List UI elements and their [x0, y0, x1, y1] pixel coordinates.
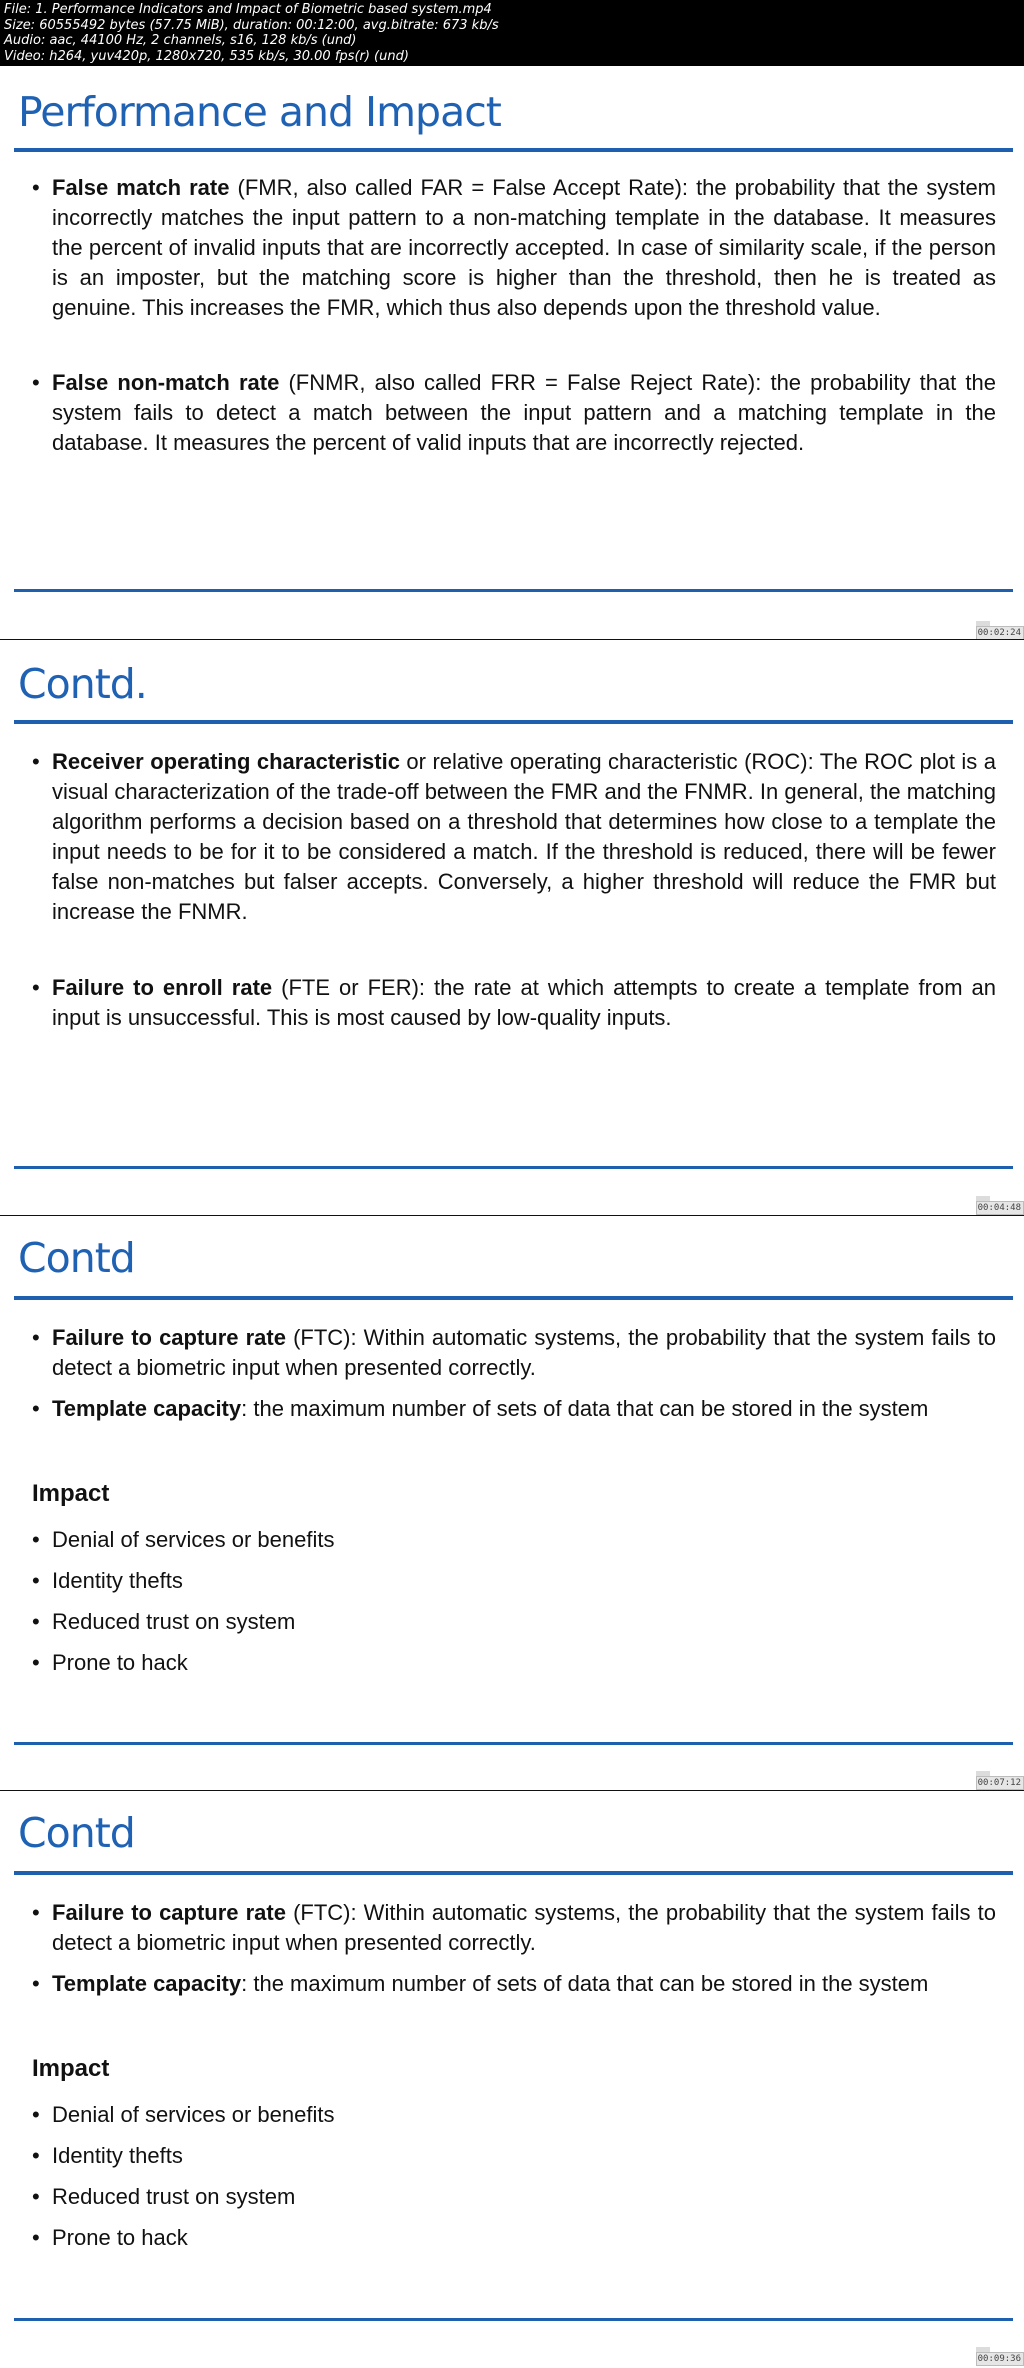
- file-info-line: Video: h264, yuv420p, 1280x720, 535 kb/s, 30.00 fps(r) (und): [4, 48, 409, 64]
- term-label: Failure to enroll rate: [52, 975, 273, 1000]
- impact-item: Denial of services or benefits: [52, 2102, 335, 2127]
- list-item: [30, 1607, 996, 1637]
- term-label: Template capacity: [52, 1971, 242, 1996]
- bullet-icon: •: [32, 2102, 40, 2127]
- impact-heading: Impact: [32, 1480, 110, 1507]
- bullet-list: [30, 1323, 996, 1424]
- title-rule: [14, 720, 1013, 724]
- bullet-icon: •: [32, 1396, 40, 1421]
- slide-title: Contd: [18, 1809, 135, 1857]
- bullet-icon: •: [32, 1971, 40, 1996]
- bottom-rule: [14, 1166, 1013, 1169]
- impact-list: [30, 1525, 996, 1678]
- list-item: [30, 2223, 996, 2253]
- bullet-icon: •: [32, 2184, 40, 2209]
- list-item: [30, 747, 996, 927]
- list-item: [30, 368, 996, 458]
- slide-3: [0, 1216, 1024, 1791]
- bullet-icon: •: [32, 749, 40, 774]
- list-item: [30, 973, 996, 1033]
- bottom-rule: [14, 2318, 1013, 2321]
- title-rule: [14, 1296, 1013, 1300]
- list-item: [30, 1969, 996, 1999]
- list-item: [30, 1566, 996, 1596]
- term-label: Receiver operating characteristic: [52, 749, 400, 774]
- impact-heading: Impact: [32, 2055, 110, 2082]
- impact-item: Reduced trust on system: [52, 2184, 296, 2209]
- bullet-icon: •: [32, 175, 40, 200]
- bullet-icon: •: [32, 1650, 40, 1675]
- slide-1: [0, 66, 1024, 640]
- term-label: False non-match rate: [52, 370, 280, 395]
- impact-item: Reduced trust on system: [52, 1609, 296, 1634]
- list-item: [30, 2100, 996, 2130]
- bullet-icon: •: [32, 2225, 40, 2250]
- bullet-list: [30, 173, 996, 458]
- file-info-bar: [0, 0, 1024, 66]
- term-description: (FNMR, also called FRR = False Reject Rate): the probability that the system fails to detect a match between the input pattern and a matching template in the database. It measures the percent of valid inputs that are incorrectly rejected.: [52, 370, 997, 455]
- list-item: [30, 173, 996, 323]
- file-info-line: Size: 60555492 bytes (57.75 MiB), duration: 00:12:00, avg.bitrate: 673 kb/s: [4, 17, 499, 33]
- term-label: Failure to capture rate: [52, 1900, 286, 1925]
- file-info-line: Audio: aac, 44100 Hz, 2 channels, s16, 128 kb/s (und): [4, 33, 357, 48]
- impact-list: [30, 2100, 996, 2253]
- term-label: Template capacity: [52, 1396, 242, 1421]
- term-description: (FTC): Within automatic systems, the probability that the system fails to detect a biometric input when presented correctly.: [52, 1900, 996, 1955]
- video-timestamp: 00:07:12: [976, 1776, 1024, 1790]
- term-description: (FTE or FER): the rate at which attempts to create a template from an input is unsuccessful. This is most caused by low-quality inputs.: [52, 975, 997, 1030]
- term-label: Failure to capture rate: [52, 1325, 286, 1350]
- impact-item: Prone to hack: [52, 2225, 188, 2250]
- term-description: (FTC): Within automatic systems, the probability that the system fails to detect a biometric input when presented correctly.: [52, 1325, 996, 1380]
- impact-item: Prone to hack: [52, 1650, 188, 1675]
- bottom-rule: [14, 589, 1013, 592]
- term-description: : the maximum number of sets of data that can be stored in the system: [241, 1971, 929, 1996]
- list-item: [30, 1648, 996, 1678]
- video-timestamp: 00:09:36: [976, 2352, 1024, 2366]
- slide-title: Contd.: [18, 660, 147, 708]
- bullet-icon: •: [32, 1568, 40, 1593]
- bullet-icon: •: [32, 1325, 40, 1350]
- slide-2: [0, 640, 1024, 1216]
- bullet-icon: •: [32, 1609, 40, 1634]
- list-item: [30, 2141, 996, 2171]
- list-item: [30, 1525, 996, 1555]
- file-info-line: File: 1. Performance Indicators and Impact of Biometric based system.mp4: [4, 2, 492, 17]
- slide-4: [0, 1791, 1024, 2368]
- bottom-rule: [14, 1742, 1013, 1745]
- term-description: or relative operating characteristic (ROC): The ROC plot is a visual characterization of the trade-off between the FMR and the FNMR. In general, the matching algorithm performs a decision based on a threshold that determines how close to a template the input needs to be for it to be considered a match. If the threshold is reduced, there will be fewer false non-matches but falser accepts. Conversely, a higher threshold will reduce the FMR but increase the FNMR.: [52, 749, 996, 924]
- video-timestamp: 00:02:24: [976, 626, 1024, 640]
- term-description: (FMR, also called FAR = False Accept Rate): the probability that the system incorrectly matches the input pattern to a non-matching template in the database. It measures the percent of invalid inputs that are incorrectly accepted. In case of similarity scale, if the person is an imposter, but the matching score is higher than the threshold, then he is treated as genuine. This increases the FMR, which thus also depends upon the threshold value.: [52, 175, 997, 320]
- list-item: [30, 1898, 996, 1958]
- bullet-icon: •: [32, 1527, 40, 1552]
- bullet-icon: •: [32, 975, 40, 1000]
- bullet-list: [30, 1898, 996, 1999]
- bullet-icon: •: [32, 370, 40, 395]
- bullet-icon: •: [32, 2143, 40, 2168]
- impact-item: Identity thefts: [52, 1568, 183, 1593]
- impact-item: Denial of services or benefits: [52, 1527, 335, 1552]
- impact-item: Identity thefts: [52, 2143, 183, 2168]
- list-item: [30, 2182, 996, 2212]
- slide-title: Performance and Impact: [18, 88, 501, 136]
- title-rule: [14, 148, 1013, 152]
- bullet-list: [30, 747, 996, 1033]
- title-rule: [14, 1871, 1013, 1875]
- list-item: [30, 1394, 996, 1424]
- term-label: False match rate: [52, 175, 230, 200]
- video-timestamp: 00:04:48: [976, 1201, 1024, 1215]
- bullet-icon: •: [32, 1900, 40, 1925]
- term-description: : the maximum number of sets of data that can be stored in the system: [241, 1396, 929, 1421]
- list-item: [30, 1323, 996, 1383]
- slide-title: Contd: [18, 1234, 135, 1282]
